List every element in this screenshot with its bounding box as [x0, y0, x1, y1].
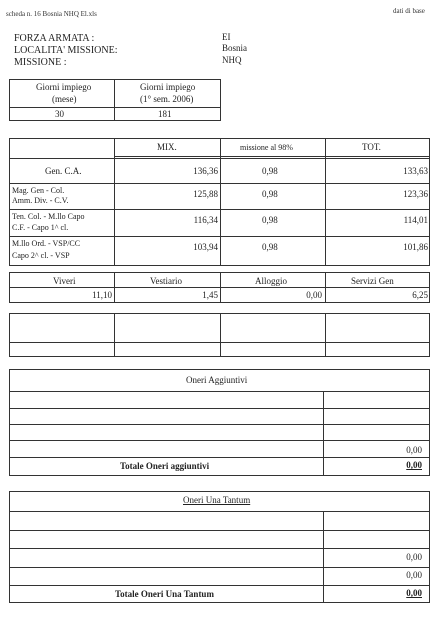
value-alloggio: 0,00: [306, 290, 322, 300]
forza-armata-label: FORZA ARMATA :: [14, 33, 95, 44]
oneri-una-tantum-table: [9, 491, 430, 603]
oneri-aggiuntivi-table: [9, 369, 430, 476]
file-label: scheda n. 16 Bosnia NHQ El.xls: [6, 10, 97, 18]
giorni-mese-header-2: (mese): [52, 94, 77, 104]
row-2-tot: 123,36: [403, 189, 428, 199]
row-3-label-2: C.F. - Capo 1^ cl.: [12, 223, 69, 232]
oneri-una-tantum-total-value: 0,00: [406, 588, 422, 598]
row-2-label-2: Amm. Div. - C.V.: [12, 196, 69, 205]
giorni-sem-header-1: Giorni impiego: [140, 82, 196, 92]
row-3-mix: 116,34: [193, 215, 218, 225]
header-tot: TOT.: [362, 142, 381, 152]
oneri-aggiuntivi-total-label: Totale Oneri aggiuntivi: [120, 461, 210, 471]
header-viveri: Viveri: [53, 276, 76, 286]
value-vestiario: 1,45: [202, 290, 218, 300]
row-4-label-2: Capo 2^ cl. - VSP: [12, 251, 70, 260]
oneri-aggiuntivi-total-value: 0,00: [406, 460, 422, 470]
row-3-label-1: Ten. Col. - M.llo Capo: [12, 212, 85, 221]
giorni-sem-header-2: (1° sem. 2006): [140, 94, 194, 104]
row-2-label-1: Mag. Gen - Col.: [12, 186, 65, 195]
localita-missione-label: LOCALITA' MISSIONE:: [14, 45, 118, 56]
row-1-label: Gen. C.A.: [45, 166, 82, 176]
header-mix: MIX.: [157, 142, 177, 152]
oneri-una-tantum-total-label: Totale Oneri Una Tantum: [115, 589, 214, 599]
oneri-aggiuntivi-title: Oneri Aggiuntivi: [186, 375, 248, 385]
row-4-mix: 103,94: [193, 242, 218, 252]
row-3-pct: 0,98: [262, 215, 278, 225]
corner-label: dati di base: [393, 7, 425, 15]
giorni-mese-value: 30: [55, 109, 64, 119]
header-missione: missione al 98%: [240, 143, 293, 152]
value-servizi-gen: 6,25: [412, 290, 428, 300]
row-1-tot: 133,63: [403, 166, 428, 176]
row-2-mix: 125,88: [193, 189, 218, 199]
row-4-tot: 101,86: [403, 242, 428, 252]
row-3-tot: 114,01: [403, 215, 428, 225]
row-1-pct: 0,98: [262, 166, 278, 176]
oneri-aggiuntivi-value: 0,00: [406, 445, 422, 455]
oneri-una-tantum-value-1: 0,00: [406, 552, 422, 562]
row-2-pct: 0,98: [262, 189, 278, 199]
missione-label: MISSIONE :: [14, 57, 67, 68]
header-servizi-gen: Servizi Gen: [351, 276, 394, 286]
row-4-label-1: M.llo Ord. - VSP/CC: [12, 239, 81, 248]
header-vestiario: Vestiario: [150, 276, 182, 286]
localita-missione-value: Bosnia: [222, 43, 248, 53]
row-1-mix: 136,36: [193, 166, 218, 176]
value-viveri: 11,10: [92, 290, 112, 300]
oneri-una-tantum-title: Oneri Una Tantum: [183, 495, 251, 505]
header-alloggio: Alloggio: [255, 276, 288, 286]
giorni-sem-value: 181: [158, 109, 172, 119]
forza-armata-value: EI: [222, 32, 231, 42]
giorni-mese-header-1: Giorni impiego: [36, 82, 92, 92]
row-4-pct: 0,98: [262, 242, 278, 252]
missione-value: NHQ: [222, 55, 242, 65]
oneri-una-tantum-value-2: 0,00: [406, 570, 422, 580]
